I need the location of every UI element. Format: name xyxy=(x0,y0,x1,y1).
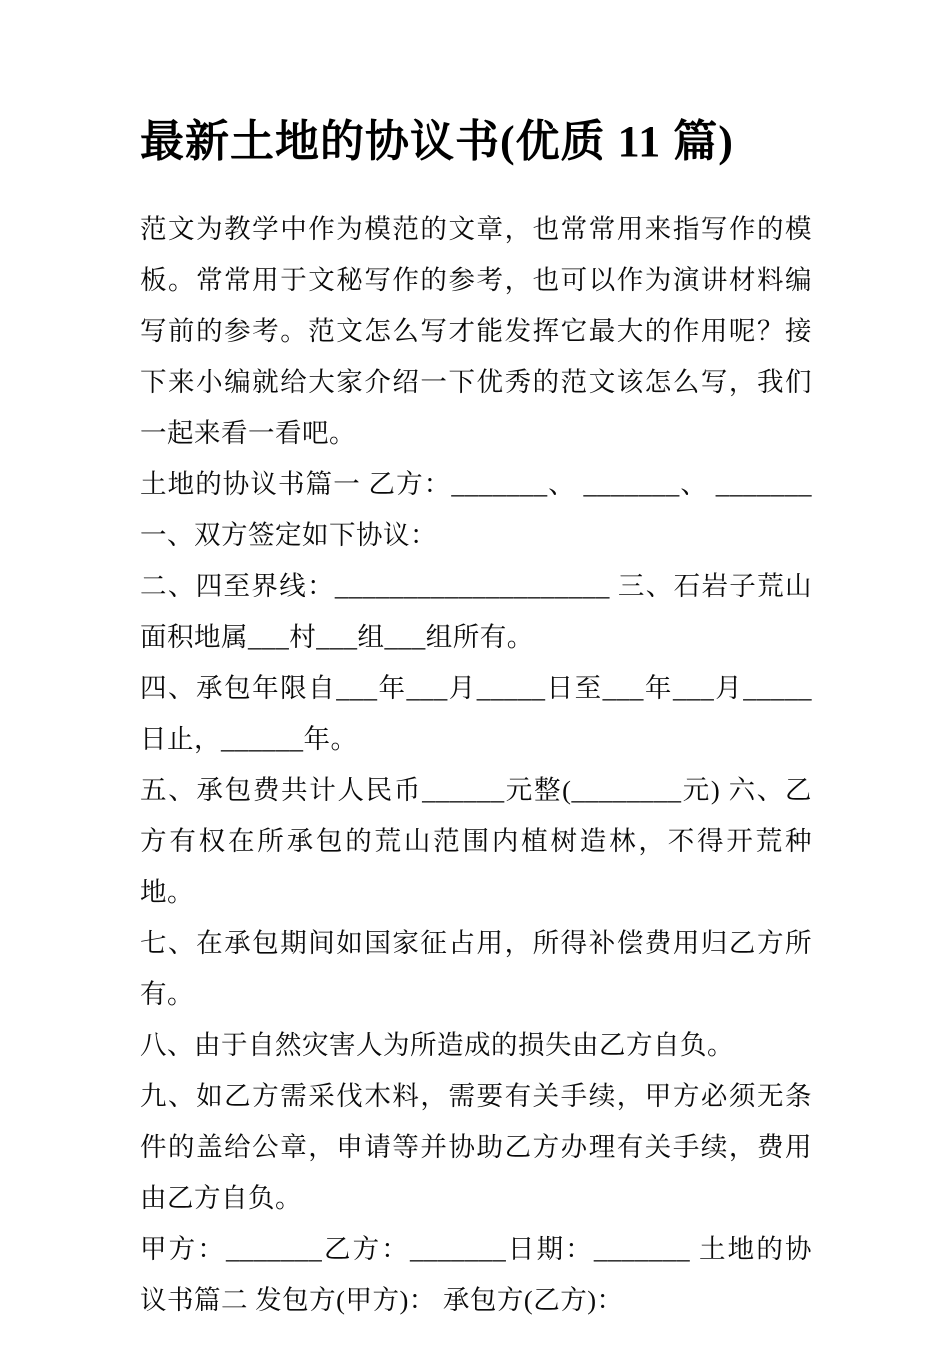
paragraph-clause-9: 九、如乙方需采伐木料，需要有关手续，甲方必须无条件的盖给公章，申请等并协助乙方办理有关手续，费用由乙方自负。 xyxy=(140,1081,812,1213)
paragraph-clause-2-3: 二、四至界线：____________________ 三、石岩子荒山面积地属___村___组___组所有。 xyxy=(140,571,812,652)
document-title: 最新土地的协议书(优质 11 篇) xyxy=(140,117,734,166)
paragraph-signatures-section2: 甲方：_______乙方：_______日期：_______ 土地的协议书篇二 发包方(甲方)： 承包方(乙方)： xyxy=(140,1234,812,1315)
paragraph-clause-7: 七、在承包期间如国家征占用，所得补偿费用归乙方所有。 xyxy=(140,928,812,1009)
paragraph-clause-8: 八、由于自然灾害人为所造成的损失由乙方自负。 xyxy=(140,1030,734,1060)
paragraph-section1-party-b: 土地的协议书篇一 乙方：_______、 _______、 _______ 一、双方签定如下协议： xyxy=(140,469,812,550)
paragraph-clause-4: 四、承包年限自___年___月_____日至___年___月_____日止，______年。 xyxy=(140,673,812,754)
paragraph-clause-5-6: 五、承包费共计人民币______元整(________元) 六、乙方有权在所承包的荒山范围内植树造林，不得开荒种地。 xyxy=(140,775,812,907)
paragraph-intro: 范文为教学中作为模范的文章，也常常用来指写作的模板。常常用于文秘写作的参考，也可以作为演讲材料编写前的参考。范文怎么写才能发挥它最大的作用呢？接下来小编就给大家介绍一下优秀的范文该怎么写，我们一起来看一看吧。 xyxy=(140,214,812,448)
